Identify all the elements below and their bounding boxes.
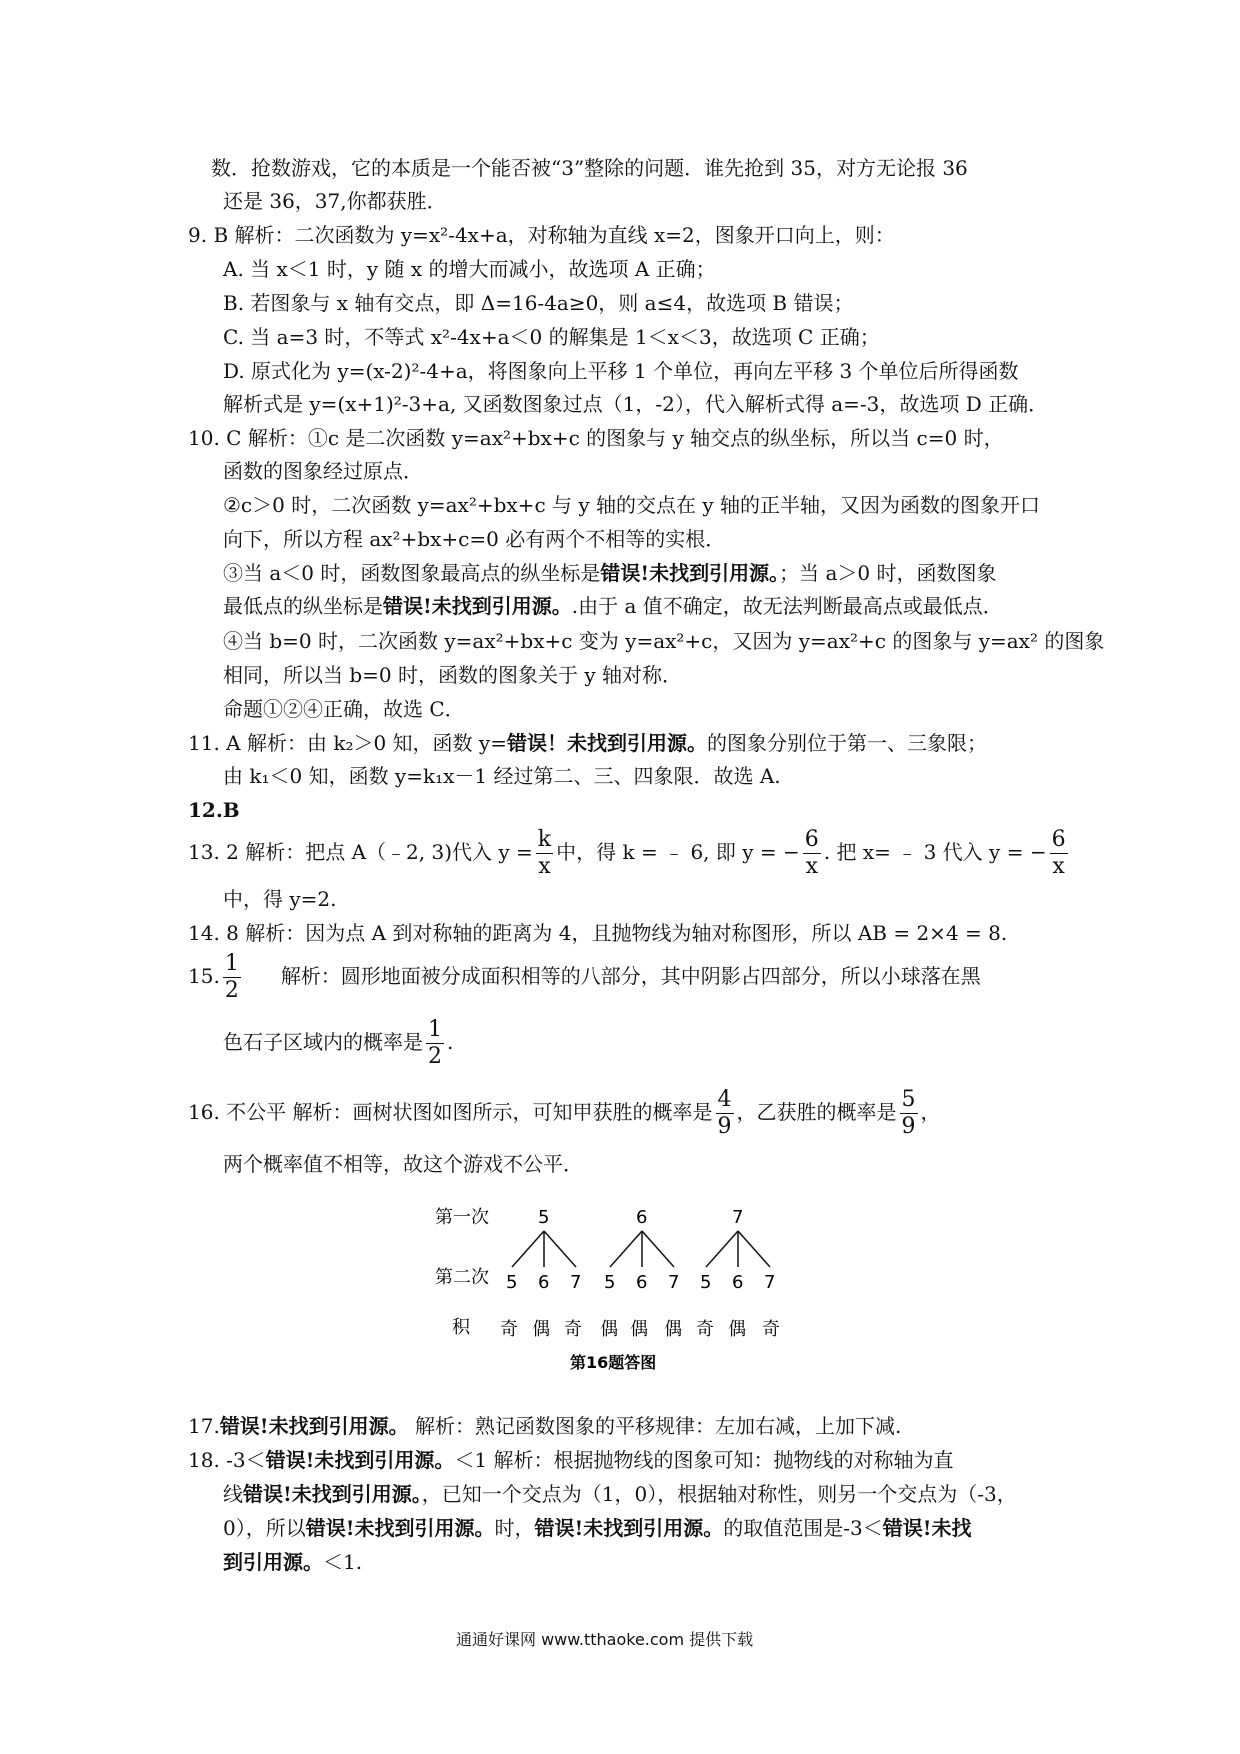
text-line: 色石子区域内的概率是 $\frac{1}{2}$ . bbox=[223, 1017, 454, 1069]
text-line: 15. $\frac{1}{2}$ 解析：圆形地面被分成面积相等的八部分，其中阴影占四部分，所以小球落在黑 bbox=[188, 951, 981, 1003]
text-line: 10. C 解析：①c 是二次函数 y=ax²+bx+c 的图象与 y 轴交点的纵坐标，所以当 c=0 时， bbox=[188, 426, 1004, 450]
text-line: 两个概率值不相等，故这个游戏不公平． bbox=[223, 1152, 583, 1176]
fraction: $\frac{1}{2}$ bbox=[428, 1017, 442, 1069]
tree-second-node: 6 bbox=[636, 1272, 648, 1293]
text-line: 向下，所以方程 ax²+bx+c=0 必有两个不相等的实根． bbox=[223, 527, 726, 551]
tree-top-node: 5 bbox=[538, 1207, 550, 1228]
tree-top-node: 7 bbox=[732, 1207, 744, 1228]
tree-top-node: 6 bbox=[636, 1207, 648, 1228]
fraction: $\frac{6}{x}$ bbox=[1051, 827, 1066, 879]
text-line: 中，得 y=2. bbox=[223, 887, 337, 911]
text-line: 由 k₁＜0 知，函数 y=k₁x－1 经过第二、三、四象限．故选 A. bbox=[223, 764, 781, 788]
tree-second-node: 6 bbox=[538, 1272, 550, 1293]
text-line: C. 当 a=3 时，不等式 x²-4x+a＜0 的解集是 1＜x＜3，故选项 C 正确； bbox=[223, 325, 880, 349]
text-line: 13. 2 解析：把点 A（﹣2, 3)代入 y = $\frac{k}{x}$ 中，得 k = ﹣ 6, 即 y = − $\frac{6}{x}$ . 把 x= ﹣ 3 代入 y = − $\frac{6}{x}$ bbox=[188, 827, 1066, 879]
tree-product: 奇 bbox=[500, 1319, 518, 1340]
text-line: A. 当 x＜1 时，y 随 x 的增大而减小，故选项 A 正确； bbox=[223, 257, 716, 281]
fraction: $\frac{6}{x}$ bbox=[804, 827, 819, 879]
text-line: 函数的图象经过原点． bbox=[223, 459, 423, 483]
text-line: 11. A 解析：由 k₂＞0 知，函数 y=错误！未找到引用源。的图象分别位于第一、三象限； bbox=[188, 731, 987, 755]
tree-product: 奇 bbox=[696, 1319, 714, 1340]
text-line: 到引用源。＜1. bbox=[223, 1550, 363, 1574]
tree-product: 偶 bbox=[664, 1319, 682, 1340]
tree-second-node: 7 bbox=[764, 1272, 776, 1293]
text-line: 数．抢数游戏，它的本质是一个能否被“3”整除的问题．谁先抢到 35，对方无论报 36 bbox=[211, 156, 968, 180]
fraction: $\frac{k}{x}$ bbox=[537, 827, 552, 879]
text-line: 12.B bbox=[188, 798, 240, 822]
tree-label-first: 第一次 bbox=[435, 1207, 489, 1228]
fraction: $\frac{4}{9}$ bbox=[717, 1087, 732, 1139]
text-line: 相同，所以当 b=0 时，函数的图象关于 y 轴对称． bbox=[223, 663, 683, 687]
fraction: $\frac{5}{9}$ bbox=[901, 1087, 916, 1139]
text-line: B. 若图象与 x 轴有交点，即 Δ=16-4a≥0，则 a≤4，故选项 B 错误； bbox=[223, 291, 854, 315]
tree-label-second: 第二次 bbox=[435, 1267, 489, 1288]
text-line: 17.错误!未找到引用源。 解析：熟记函数图象的平移规律：左加右减，上加下减. bbox=[188, 1414, 902, 1438]
text-line: D. 原式化为 y=(x-2)²-4+a，将图象向上平移 1 个单位，再向左平移 3 个单位后所得函数 bbox=[223, 359, 1019, 383]
page-footer: 通通好课网 www.tthaoke.com 提供下载 bbox=[456, 1630, 754, 1649]
text-line: 14. 8 解析：因为点 A 到对称轴的距离为 4，且抛物线为轴对称图形，所以 AB = 2×4 = 8. bbox=[188, 921, 1008, 945]
tree-product: 偶 bbox=[532, 1319, 550, 1340]
tree-caption: 第16题答图 bbox=[570, 1353, 657, 1372]
tree-label-product: 积 bbox=[452, 1317, 470, 1338]
text-line: ④当 b=0 时，二次函数 y=ax²+bx+c 变为 y=ax²+c，又因为 y=ax²+c 的图象与 y=ax² 的图象 bbox=[223, 629, 1105, 653]
text-line: 解析式是 y=(x+1)²-3+a, 又函数图象过点（1，-2），代入解析式得 a=-3，故选项 D 正确． bbox=[223, 392, 1049, 416]
tree-product: 奇 bbox=[762, 1319, 780, 1340]
tree-product: 奇 bbox=[564, 1319, 582, 1340]
tree-second-node: 7 bbox=[668, 1272, 680, 1293]
text-line: 最低点的纵坐标是错误!未找到引用源。.由于 a 值不确定，故无法判断最高点或最低点． bbox=[223, 594, 1003, 618]
tree-second-node: 6 bbox=[732, 1272, 744, 1293]
tree-second-node: 7 bbox=[570, 1272, 582, 1293]
text-line: 0），所以错误!未找到引用源。时，错误!未找到引用源。的取值范围是-3＜错误!未找 bbox=[223, 1516, 972, 1540]
tree-second-node: 5 bbox=[506, 1272, 518, 1293]
tree-second-node: 5 bbox=[604, 1272, 616, 1293]
text-line: 线错误!未找到引用源。，已知一个交点为（1，0），根据轴对称性，则另一个交点为（-3， bbox=[223, 1482, 1017, 1506]
text-line: 命题①②④正确，故选 C． bbox=[223, 697, 465, 721]
fraction: $\frac{1}{2}$ bbox=[224, 951, 239, 1003]
text-line: 16. 不公平 解析：画树状图如图所示，可知甲获胜的概率是 $\frac{4}{9}$ ，乙获胜的概率是 $\frac{5}{9}$ ， bbox=[188, 1087, 941, 1139]
text-line: 9. B 解析：二次函数为 y=x²-4x+a，对称轴为直线 x=2，图象开口向上，则： bbox=[188, 223, 895, 247]
tree-product: 偶 bbox=[600, 1319, 618, 1340]
text-line: 还是 36，37,你都获胜． bbox=[223, 189, 447, 213]
text-line: 18. -3＜错误!未找到引用源。＜1 解析：根据抛物线的图象可知：抛物线的对称轴为直 bbox=[188, 1448, 954, 1472]
text-line: ②c＞0 时，二次函数 y=ax²+bx+c 与 y 轴的交点在 y 轴的正半轴，又因为函数的图象开口 bbox=[223, 493, 1041, 517]
tree-product: 偶 bbox=[630, 1319, 648, 1340]
tree-diagram bbox=[420, 1195, 840, 1375]
tree-product: 偶 bbox=[728, 1319, 746, 1340]
text-line: ③当 a＜0 时，函数图象最高点的纵坐标是错误!未找到引用源。；当 a＞0 时，函数图象 bbox=[223, 561, 997, 585]
tree-second-node: 5 bbox=[700, 1272, 712, 1293]
